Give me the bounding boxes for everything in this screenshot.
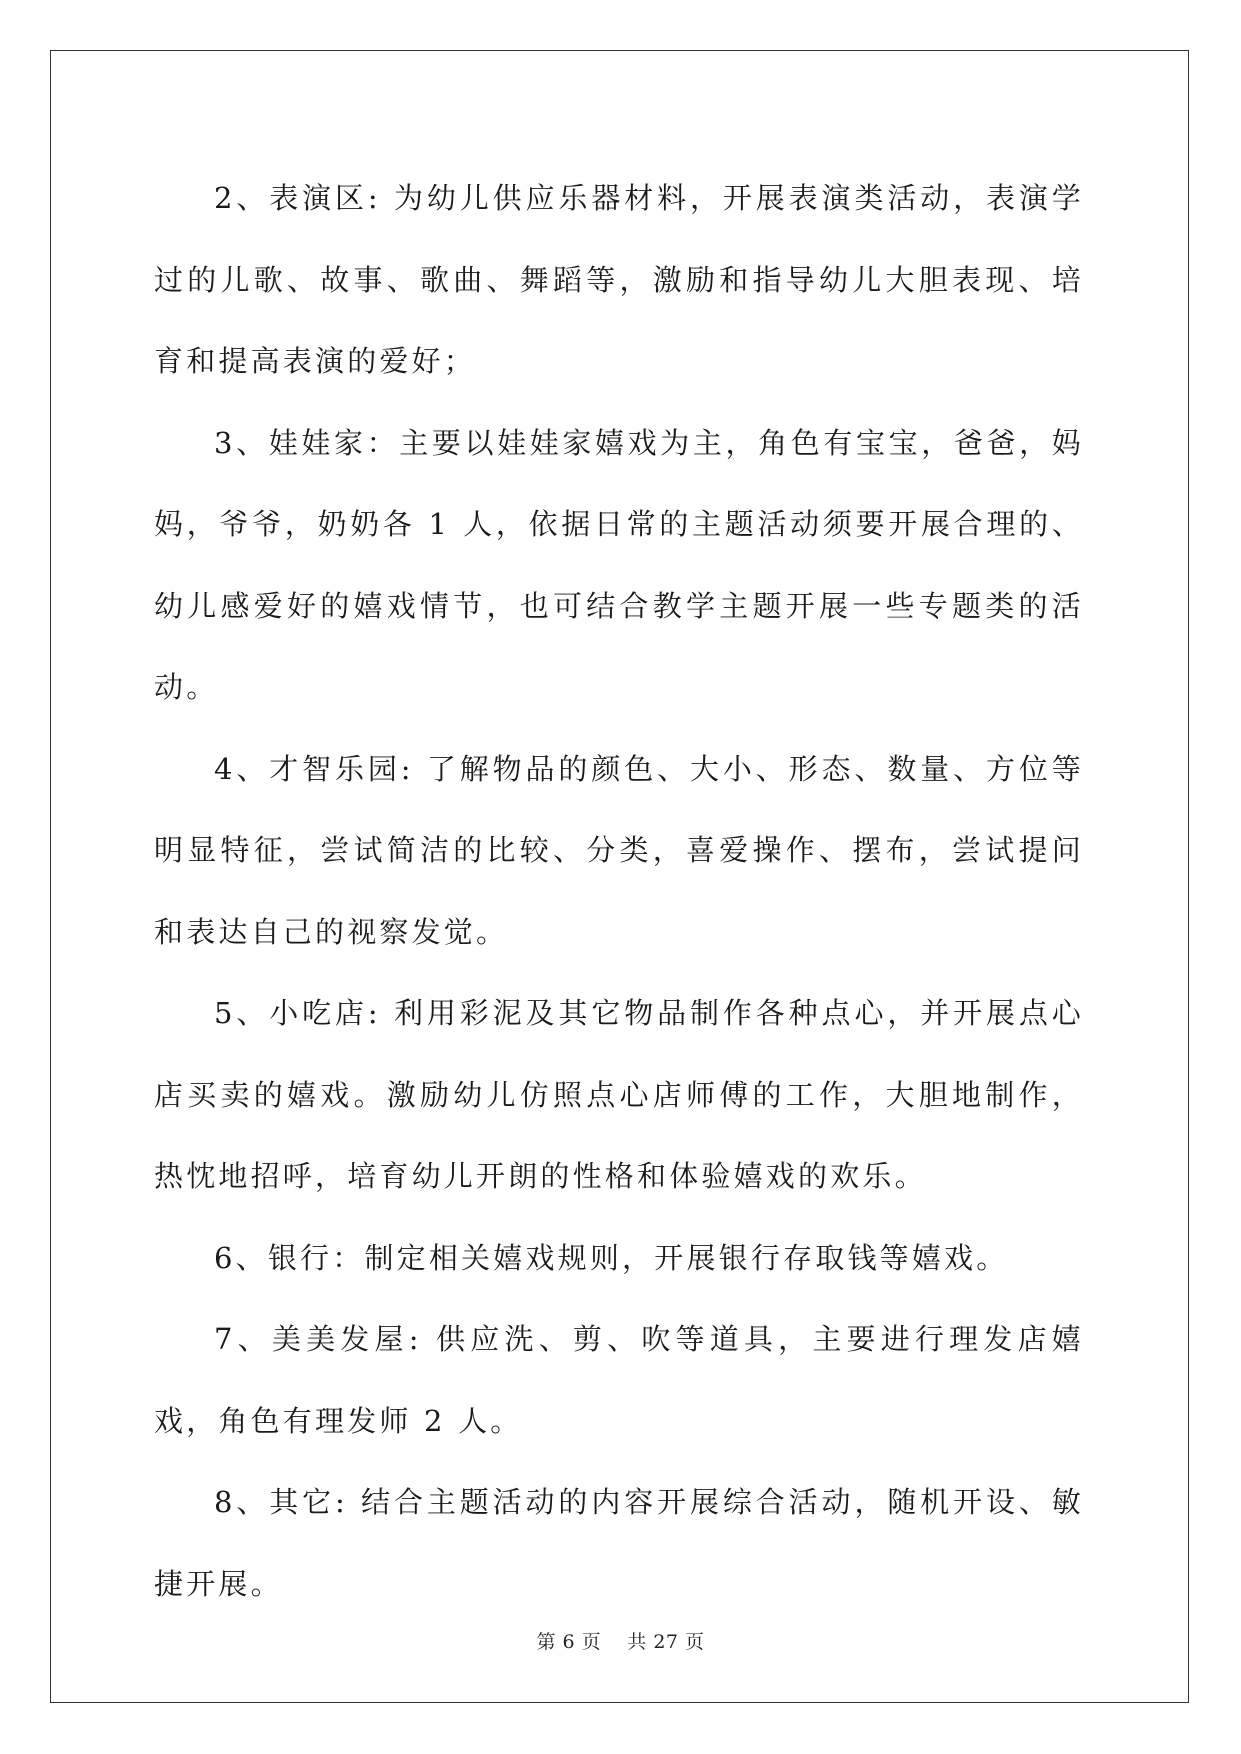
paragraph-others: 8、其它: 结合主题活动的内容开展综合活动，随机开设、敏捷开展。 — [154, 1485, 1084, 1601]
document-body — [154, 158, 1084, 1625]
paragraph-bank: 6、银行：制定相关嬉戏规则，开展银行存取钱等嬉戏。 — [214, 1240, 1009, 1275]
paragraph-snack-shop: 5、小吃店: 利用彩泥及其它物品制作各种点心，并开展点心店买卖的嬉戏。激励幼儿仿照点心店师傅的工作，大胆地制作，热忱地招呼，培育幼儿开朗的性格和体验嬉戏的欢乐。 — [154, 996, 1084, 1193]
paragraph-performance-area: 2、表演区: 为幼儿供应乐器材料，开展表演类活动，表演学过的儿歌、故事、歌曲、舞蹈等，激励和指导幼儿大胆表现、培育和提高表演的爱好； — [154, 181, 1084, 378]
paragraph-wisdom-park: 4、才智乐园: 了解物品的颜色、大小、形态、数量、方位等明显特征，尝试简洁的比较、分类，喜爱操作、摆布，尝试提问和表达自己的视察发觉。 — [154, 751, 1084, 949]
page-total: 共 27 页 — [627, 1631, 705, 1653]
page-number: 第 6 页 — [536, 1631, 602, 1653]
page-footer — [0, 1627, 1241, 1654]
paragraph-hair-salon: 7、美美发屋: 供应洗、剪、吹等道具，主要进行理发店嬉戏，角色有理发师 2 人。 — [154, 1322, 1084, 1438]
paragraph-doll-house: 3、娃娃家：主要以娃娃家嬉戏为主，角色有宝宝，爸爸，妈妈，爷爷，奶奶各 1 人，依据日常的主题活动须要开展合理的、幼儿感爱好的嬉戏情节，也可结合教学主题开展一些专题类的活动。 — [154, 425, 1084, 704]
